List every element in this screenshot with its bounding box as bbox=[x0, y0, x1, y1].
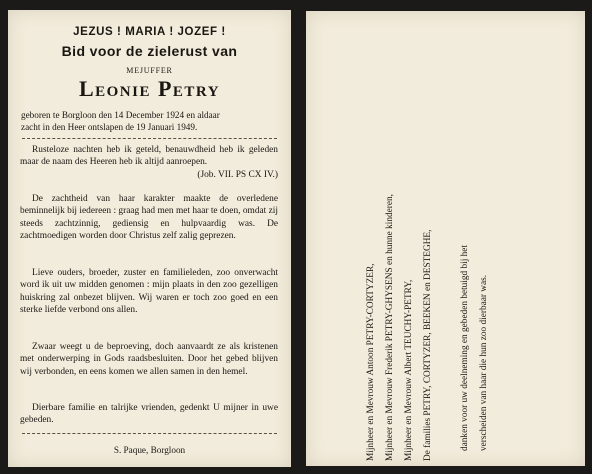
paragraph-4 bbox=[20, 341, 278, 378]
birth-line: geboren te Borgloon den 14 December 1924 en aldaar bbox=[21, 110, 220, 120]
title-mejuffer: MEJUFFER bbox=[126, 66, 173, 75]
paragraph-5 bbox=[20, 402, 278, 427]
family-line-1: Mijnheer en Mevrouw Antoon PETRY-CORTYZER, bbox=[366, 263, 376, 461]
thanks-line-1: danken voor uw deelneming en gebeden betuigd bij het bbox=[460, 244, 470, 451]
paragraph-2 bbox=[20, 193, 278, 242]
paragraph-3-text: Lieve ouders, broeder, zuster en familieleden, zoo onverwacht word ik uit uw midden genomen : mijn plaats in den zoo gezelligen huiskring zal onbezet blijven. Wij waren er toch zoo goed en een sterke liefde verbond ons allen. bbox=[20, 268, 278, 315]
printer-credit: S. Paque, Borgloon bbox=[113, 445, 186, 455]
family-line-2: Mijnheer en Mevrouw Frederik PETRY-GHYSENS en hunne kinderen, bbox=[385, 194, 395, 461]
memorial-card-back bbox=[306, 11, 585, 466]
paragraph-1-text: Rusteloze nachten heb ik geteld, benauwdheid heb ik geleden maar de naam des Heeren heb ik altijd aanroepen. bbox=[20, 145, 278, 168]
family-line-4: De families PETRY, CORTYZER, BEEKEN en DESTEGHE, bbox=[423, 229, 433, 461]
divider-top bbox=[22, 138, 277, 139]
paragraph-2-text: De zachtheid van haar karakter maakte de overledene beminnelijk bij iedereen : graag had men met haar te doen, omdat zij steeds zachtzinnig, gediensig en hulpvaardig was. De zachtmoedigen worden door Christus zelf zalig geprezen. bbox=[20, 194, 278, 241]
paragraph-5-text: Dierbare familie en talrijke vrienden, gedenkt U mijner in uwe gebeden. bbox=[20, 403, 278, 426]
paragraph-4-text: Zwaar weegt u de beproeving, doch aanvaardt ze als kristenen met onderwerping in Gods raadsbesluiten. Door het gebed blijven wij verbonden, en eens komen we allen samen in den hemel. bbox=[20, 342, 278, 377]
family-line-3: Mijnheer en Mevrouw Albert TEUCHY-PETRY, bbox=[404, 279, 414, 461]
paragraph-1 bbox=[20, 144, 278, 181]
memorial-card-front bbox=[8, 10, 291, 467]
bible-reference: (Job. VII. PS CX IV.) bbox=[197, 169, 278, 180]
thanks-line-2: verscheiden van haar die hun zoo dierbaar was. bbox=[479, 274, 489, 451]
paragraph-3 bbox=[20, 267, 278, 316]
invocation-heading: JEZUS ! MARIA ! JOZEF ! bbox=[73, 26, 226, 38]
divider-bottom bbox=[22, 433, 277, 434]
deceased-name: Leonie Petry bbox=[78, 76, 221, 101]
prayer-heading: Bid voor de zielerust van bbox=[61, 43, 238, 59]
death-line: zacht in den Heer ontslapen de 19 Januari 1949. bbox=[21, 122, 198, 132]
